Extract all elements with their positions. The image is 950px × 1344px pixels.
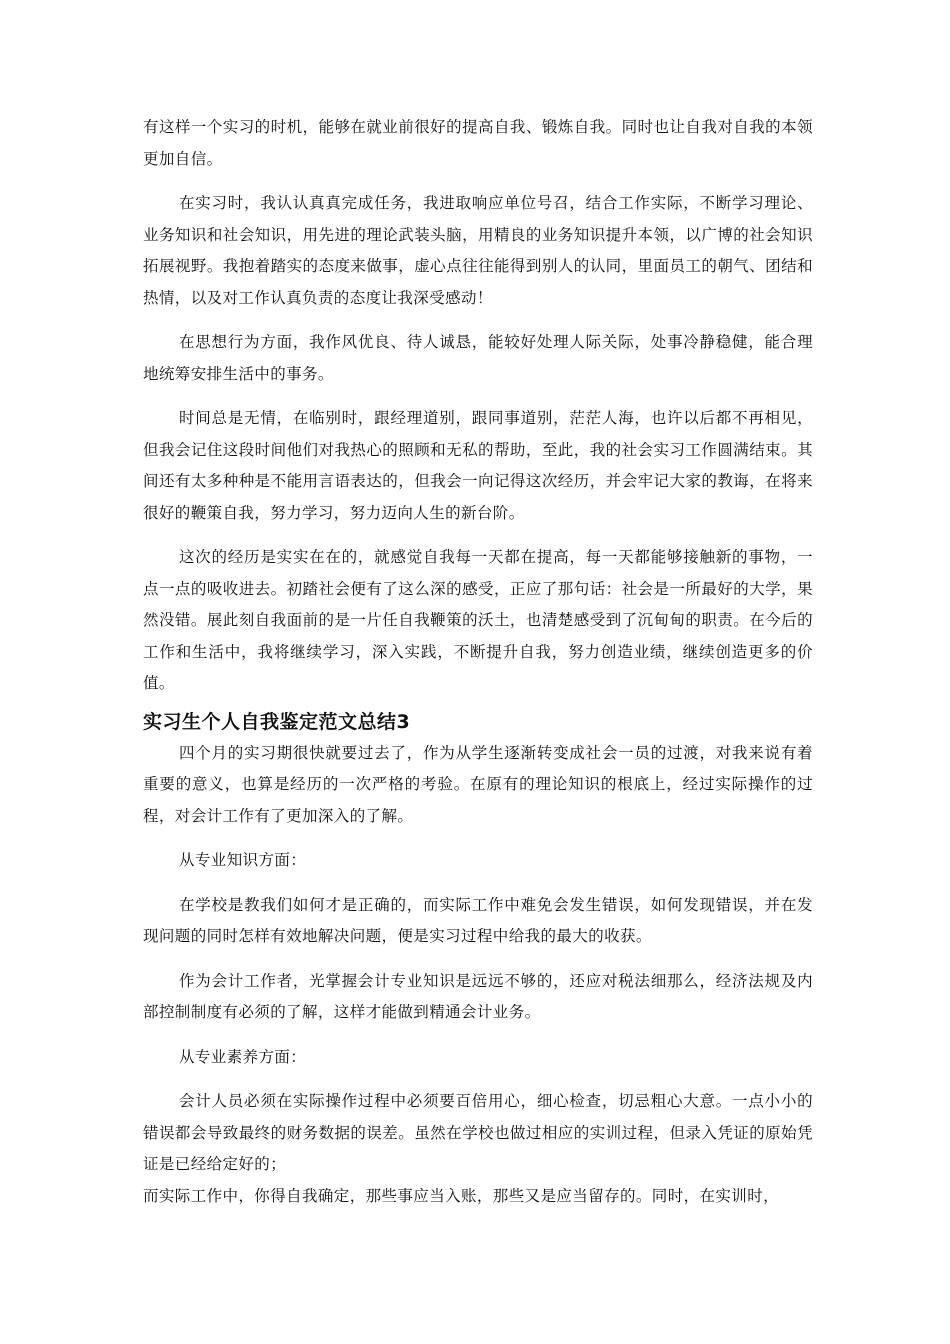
paragraph-9: 作为会计工作者，光掌握会计专业知识是远远不够的，还应对税法细那么，经济法规及内部控制制度有必须的了解，这样才能做到精通会计业务。: [143, 971, 813, 1021]
paragraph-11: 会计人员必须在实际操作过程中必须要百倍用心，细心检查，切忌粗心大意。一点小小的错误都会导致最终的财务数据的误差。虽然在学校也做过相应的实训过程，但录入凭证的原始凭证是已经给定好的；: [143, 1092, 813, 1173]
paragraph-5: 这次的经历是实实在在的，就感觉自我每一天都在提高，每一天都能够接触新的事物，一点一点的吸收进去。初踏社会便有了这么深的感受，正应了那句话：社会是一所最好的大学，果然没错。展此刻自我面前的是一片任自我鞭策的沃土，也清楚感受到了沉甸甸的职责。在今后的工作和生活中，我将继续学习，深入实践，不断提升自我，努力创造业绩，继续创造更多的价值。: [143, 548, 813, 692]
section-title: 实习生个人自我鉴定范文总结3: [143, 710, 411, 733]
paragraph-4: 时间总是无情，在临别时，跟经理道别，跟同事道别，茫茫人海，也许以后都不再相见，但我会记住这段时间他们对我热心的照顾和无私的帮助，至此，我的社会实习工作圆满结束。其间还有太多种种是不能用言语表达的，但我会一向记得这次经历，并会牢记大家的教诲，在将来很好的鞭策自我，努力学习，努力迈向人生的新台阶。: [143, 409, 813, 522]
paragraph-10: 从专业素养方面：: [179, 1047, 307, 1066]
paragraph-2: 在实习时，我认认真真完成任务，我进取响应单位号召，结合工作实际，不断学习理论、业务知识和社会知识，用先进的理论武装头脑，用精良的业务知识提升本领，以广博的社会知识拓展视野。我抱着踏实的态度来做事，虚心点往往能得到别人的认同，里面员工的朝气、团结和热情，以及对工作认真负责的态度让我深受感动！: [143, 194, 813, 307]
paragraph-3: 在思想行为方面，我作风优良、待人诚恳，能较好处理人际关际，处事冷静稳健，能合理地统筹安排生活中的事务。: [143, 333, 813, 383]
document-page: [143, 112, 813, 1212]
paragraph-7: 从专业知识方面：: [179, 851, 307, 869]
paragraph-12: 而实际工作中，你得自我确定，那些事应当入账，那些又是应当留存的。同时，在实训时，: [143, 1186, 780, 1205]
paragraph-8: 在学校是教我们如何才是正确的，而实际工作中难免会发生错误，如何发现错误，并在发现问题的同时怎样有效地解决问题，便是实习过程中给我的最大的收获。: [143, 895, 813, 945]
paragraph-6: 四个月的实习期很快就要过去了，作为从学生逐渐转变成社会一员的过渡，对我来说有着重要的意义，也算是经历的一次严格的考验。在原有的理论知识的根底上，经过实际操作的过程，对会计工作有了更加深入的了解。: [143, 743, 813, 825]
paragraph-1: 有这样一个实习的时机，能够在就业前很好的提高自我、锻炼自我。同时也让自我对自我的本领更加自信。: [143, 118, 813, 168]
